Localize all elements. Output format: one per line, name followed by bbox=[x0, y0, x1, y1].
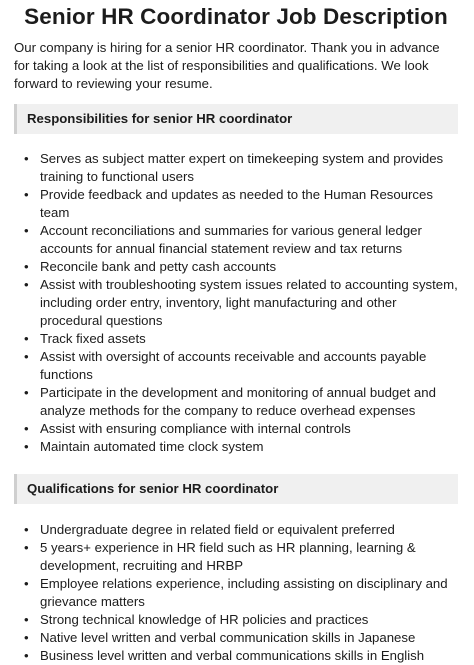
list-item bbox=[14, 150, 458, 186]
list-item bbox=[14, 438, 458, 456]
bullet-icon: • bbox=[24, 522, 29, 537]
list-item bbox=[14, 222, 458, 258]
list-item-text: 5 years+ experience in HR field such as HR planning, learning & development, recruiting and HRBP bbox=[40, 540, 416, 573]
list-item-text: Serves as subject matter expert on timekeeping system and provides training to functional users bbox=[40, 151, 444, 184]
list-item-text: Native level written and verbal communication skills in Japanese bbox=[40, 630, 416, 645]
list-item-text: Business level written and verbal communications skills in English bbox=[40, 648, 425, 663]
list-item bbox=[14, 521, 458, 539]
list-item bbox=[14, 186, 458, 222]
qualifications-heading: Qualifications for senior HR coordinator bbox=[14, 474, 458, 504]
bullet-icon: • bbox=[24, 331, 29, 346]
list-item-text: Reconcile bank and petty cash accounts bbox=[40, 259, 277, 274]
list-item bbox=[14, 629, 458, 647]
bullet-icon: • bbox=[24, 630, 29, 645]
bullet-icon: • bbox=[24, 648, 29, 663]
bullet-icon: • bbox=[24, 612, 29, 627]
list-item-text: Track fixed assets bbox=[40, 331, 146, 346]
list-item bbox=[14, 611, 458, 629]
responsibilities-heading: Responsibilities for senior HR coordinator bbox=[14, 104, 458, 134]
bullet-icon: • bbox=[24, 187, 29, 202]
list-item-text: Assist with ensuring compliance with internal controls bbox=[40, 421, 351, 436]
list-item-text: Provide feedback and updates as needed to the Human Resources team bbox=[40, 187, 433, 220]
list-item-text: Account reconciliations and summaries for various general ledger accounts for annual financial statement review and tax returns bbox=[40, 223, 422, 256]
bullet-icon: • bbox=[24, 576, 29, 591]
list-item bbox=[14, 420, 458, 438]
bullet-icon: • bbox=[24, 151, 29, 166]
list-item bbox=[14, 384, 458, 420]
bullet-icon: • bbox=[24, 385, 29, 400]
list-item bbox=[14, 539, 458, 575]
list-item-text: Strong technical knowledge of HR policies and practices bbox=[40, 612, 369, 627]
bullet-icon: • bbox=[24, 259, 29, 274]
qualifications-list bbox=[14, 521, 458, 665]
intro-paragraph: Our company is hiring for a senior HR coordinator. Thank you in advance for taking a look at the list of responsibilities and qualifications. We look forward to reviewing your resume. bbox=[14, 40, 440, 91]
list-item bbox=[14, 348, 458, 384]
list-item-text: Undergraduate degree in related field or equivalent preferred bbox=[40, 522, 395, 537]
bullet-icon: • bbox=[24, 223, 29, 238]
list-item bbox=[14, 258, 458, 276]
bullet-icon: • bbox=[24, 439, 29, 454]
list-item bbox=[14, 647, 458, 665]
list-item-text: Assist with oversight of accounts receivable and accounts payable functions bbox=[40, 349, 427, 382]
bullet-icon: • bbox=[24, 277, 29, 292]
bullet-icon: • bbox=[24, 421, 29, 436]
responsibilities-list bbox=[14, 150, 458, 456]
list-item bbox=[14, 330, 458, 348]
list-item-text: Employee relations experience, including assisting on disciplinary and grievance matters bbox=[40, 576, 448, 609]
list-item-text: Assist with troubleshooting system issues related to accounting system, including order entry, inventory, light manufacturing and other procedural questions bbox=[40, 277, 458, 328]
list-item bbox=[14, 276, 458, 330]
page-title: Senior HR Coordinator Job Description bbox=[24, 4, 448, 29]
list-item-text: Maintain automated time clock system bbox=[40, 439, 264, 454]
list-item bbox=[14, 575, 458, 611]
bullet-icon: • bbox=[24, 349, 29, 364]
list-item-text: Participate in the development and monitoring of annual budget and analyze methods for the company to reduce overhead expenses bbox=[40, 385, 436, 418]
bullet-icon: • bbox=[24, 540, 29, 555]
